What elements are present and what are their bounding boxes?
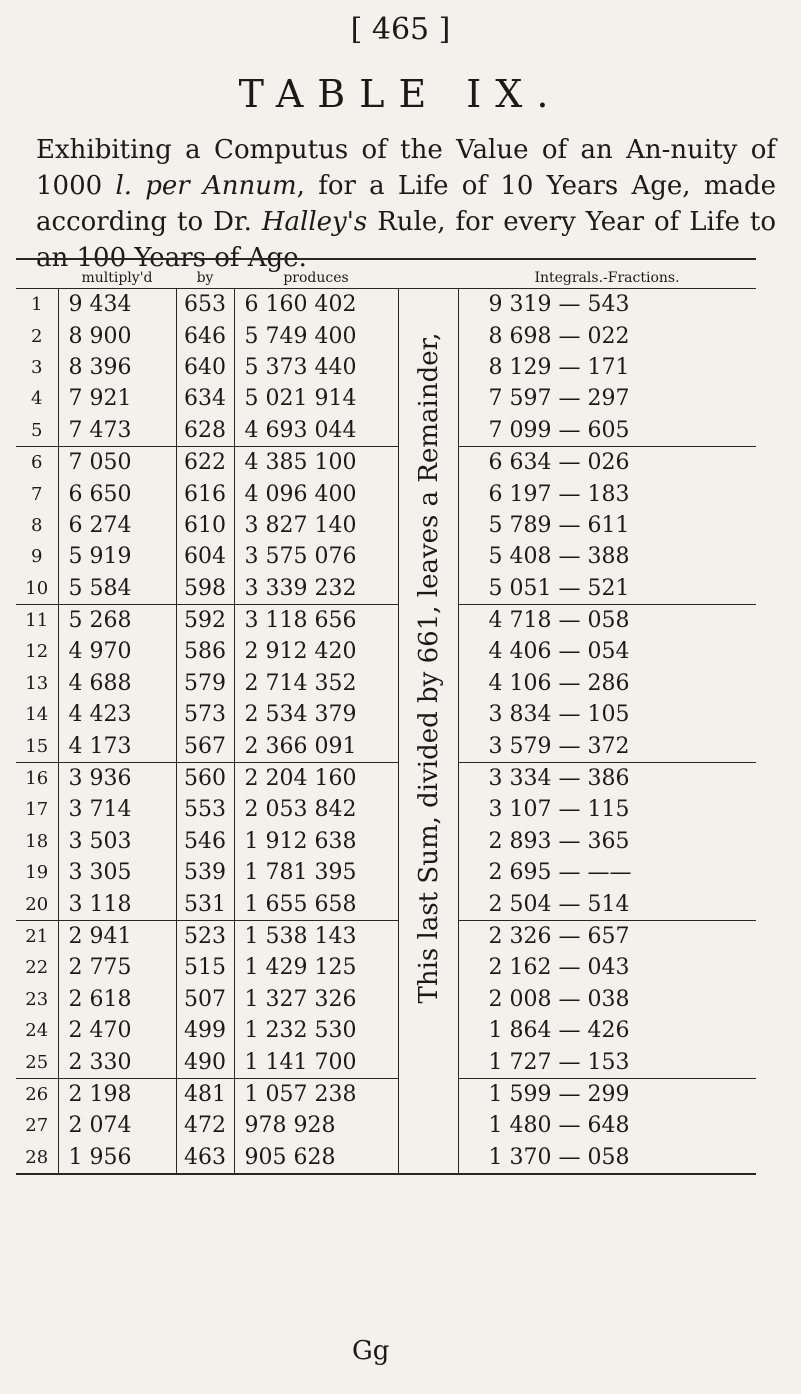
cell-result: 4 106 — 286 (488, 670, 630, 696)
cell-year: 25 (16, 1046, 58, 1078)
table-row (16, 446, 756, 478)
cell-year: 18 (16, 826, 58, 857)
cell-produces: 5 021 914 (234, 383, 398, 414)
cell-produces: 4 385 100 (234, 446, 398, 478)
cell-result: 7 597 — 297 (488, 386, 630, 412)
cell-year: 23 (16, 984, 58, 1015)
annuity-table (16, 258, 756, 1175)
intro-paragraph (36, 132, 776, 276)
cell-by: 539 (176, 857, 234, 888)
table-title: TABLE IX. (238, 72, 563, 116)
cell-year: 3 (16, 352, 58, 383)
cell-by: 579 (176, 668, 234, 699)
cell-result: 2 326 — 657 (488, 924, 630, 949)
cell-produces: 2 204 160 (234, 762, 398, 794)
table-row (16, 636, 756, 667)
cell-multiplied: 2 330 (58, 1046, 176, 1078)
cell-multiplied: 3 503 (58, 826, 176, 857)
cell-produces: 1 912 638 (234, 826, 398, 857)
cell-result: 1 727 — 153 (458, 1046, 756, 1078)
table-row (16, 857, 756, 888)
cell-result: 3 834 — 105 (488, 702, 630, 728)
table-row (16, 888, 756, 920)
cell-by: 523 (176, 920, 234, 952)
cell-multiplied: 4 173 (58, 730, 176, 762)
cell-produces: 2 053 842 (234, 794, 398, 825)
intro-part-1: Exhibiting a Computus of the Value of an An-nuity of 1000 (36, 135, 776, 201)
cell-multiplied: 5 919 (58, 541, 176, 572)
cell-produces: 1 655 658 (234, 888, 398, 920)
remainder-note: This last Sum, divided by 661, leaves a Remainder, (413, 332, 444, 1004)
table-row (16, 699, 756, 730)
cell-year: 16 (16, 762, 58, 794)
cell-year: 15 (16, 730, 58, 762)
cell-multiplied: 6 650 (58, 478, 176, 509)
cell-year: 24 (16, 1015, 58, 1046)
cell-multiplied: 1 956 (58, 1142, 176, 1174)
cell-produces: 1 057 238 (234, 1078, 398, 1110)
table-row (16, 920, 756, 952)
table-row (16, 984, 756, 1015)
cell-year: 26 (16, 1078, 58, 1110)
cell-result: 2 162 — 043 (488, 955, 630, 981)
header-remainder (398, 259, 458, 289)
cell-multiplied: 4 423 (58, 699, 176, 730)
cell-result: 6 197 — 183 (488, 481, 630, 507)
table-row (16, 352, 756, 383)
cell-produces: 4 096 400 (234, 478, 398, 509)
cell-by: 573 (176, 699, 234, 730)
cell-produces: 1 141 700 (234, 1046, 398, 1078)
cell-year: 21 (16, 920, 58, 952)
header-year (16, 259, 58, 289)
table-row (16, 510, 756, 541)
cell-produces: 2 714 352 (234, 668, 398, 699)
cell-multiplied: 4 688 (58, 668, 176, 699)
table-row (16, 730, 756, 762)
cell-multiplied: 5 268 (58, 604, 176, 636)
table-row (16, 320, 756, 351)
table-row (16, 1015, 756, 1046)
cell-multiplied: 3 714 (58, 794, 176, 825)
cell-year: 20 (16, 888, 58, 920)
cell-by: 653 (176, 289, 234, 321)
cell-multiplied: 6 274 (58, 510, 176, 541)
cell-year: 10 (16, 573, 58, 605)
cell-multiplied: 2 941 (58, 920, 176, 952)
cell-year: 4 (16, 383, 58, 414)
cell-by: 646 (176, 320, 234, 351)
cell-multiplied: 5 584 (58, 573, 176, 605)
cell-remainder-blank (398, 1046, 458, 1078)
page-number: [ 465 ] (350, 12, 451, 47)
cell-produces: 3 575 076 (234, 541, 398, 572)
table-body (16, 289, 756, 1174)
cell-multiplied: 7 921 (58, 383, 176, 414)
table-row (16, 826, 756, 857)
cell-by: 481 (176, 1078, 234, 1110)
cell-by: 553 (176, 794, 234, 825)
cell-result: 5 408 — 388 (488, 544, 630, 570)
cell-year: 11 (16, 604, 58, 636)
cell-year: 5 (16, 415, 58, 447)
cell-by: 622 (176, 446, 234, 478)
cell-by: 531 (176, 888, 234, 920)
cell-result: 7 099 — 605 (458, 415, 756, 447)
cell-result: 4 718 — 058 (488, 608, 630, 634)
cell-year: 7 (16, 478, 58, 509)
table-row (16, 1142, 756, 1174)
cell-by: 610 (176, 510, 234, 541)
cell-result: 5 789 — 611 (488, 512, 630, 538)
cell-produces: 2 912 420 (234, 636, 398, 667)
intro-part-2: l. per Annum (115, 171, 297, 201)
cell-produces: 1 232 530 (234, 1015, 398, 1046)
header-multiplied: multiply'd (58, 259, 176, 289)
table-row (16, 478, 756, 509)
cell-produces: 4 693 044 (234, 415, 398, 447)
cell-by: 560 (176, 762, 234, 794)
header-produces: produces (234, 259, 398, 289)
cell-year: 28 (16, 1142, 58, 1174)
cell-year: 6 (16, 446, 58, 478)
table-row (16, 1110, 756, 1141)
cell-year: 27 (16, 1110, 58, 1141)
cell-by: 586 (176, 636, 234, 667)
cell-multiplied: 7 473 (58, 415, 176, 447)
cell-year: 9 (16, 541, 58, 572)
cell-result: 2 504 — 514 (458, 888, 756, 920)
cell-multiplied: 7 050 (58, 446, 176, 478)
cell-year: 13 (16, 668, 58, 699)
cell-multiplied: 2 198 (58, 1078, 176, 1110)
cell-produces: 2 366 091 (234, 730, 398, 762)
cell-by: 463 (176, 1142, 234, 1174)
cell-remainder-blank (398, 1078, 458, 1110)
cell-result: 2 893 — 365 (488, 828, 630, 854)
cell-result: 2 695 — —— (488, 860, 632, 886)
header-by: by (176, 259, 234, 289)
cell-result: 5 051 — 521 (458, 573, 756, 605)
cell-by: 616 (176, 478, 234, 509)
cell-multiplied: 9 434 (58, 289, 176, 321)
cell-result: 8 698 — 022 (488, 323, 630, 349)
cell-by: 490 (176, 1046, 234, 1078)
cell-year: 14 (16, 699, 58, 730)
cell-result: 4 406 — 054 (488, 639, 630, 665)
table-row (16, 415, 756, 447)
cell-by: 515 (176, 952, 234, 983)
cell-multiplied: 8 396 (58, 352, 176, 383)
cell-produces: 978 928 (234, 1110, 398, 1141)
signature-mark: Gg (352, 1336, 390, 1366)
cell-result: 8 129 — 171 (488, 354, 630, 380)
cell-multiplied: 2 074 (58, 1110, 176, 1141)
cell-by: 628 (176, 415, 234, 447)
cell-produces: 5 373 440 (234, 352, 398, 383)
cell-multiplied: 2 618 (58, 984, 176, 1015)
cell-year: 12 (16, 636, 58, 667)
cell-multiplied: 3 936 (58, 762, 176, 794)
cell-result: 3 334 — 386 (488, 766, 630, 792)
table-row (16, 541, 756, 572)
cell-year: 2 (16, 320, 58, 351)
cell-multiplied: 4 970 (58, 636, 176, 667)
cell-year: 17 (16, 794, 58, 825)
cell-by: 640 (176, 352, 234, 383)
cell-produces: 1 781 395 (234, 857, 398, 888)
table-row (16, 952, 756, 983)
cell-by: 592 (176, 604, 234, 636)
cell-result: 9 319 — 543 (488, 292, 630, 318)
cell-year: 8 (16, 510, 58, 541)
cell-result: 3 107 — 115 (488, 797, 630, 823)
cell-remainder-note (398, 289, 458, 1047)
cell-year: 1 (16, 289, 58, 321)
cell-by: 472 (176, 1110, 234, 1141)
cell-remainder-blank (398, 1142, 458, 1174)
table-row (16, 604, 756, 636)
cell-result: 6 634 — 026 (488, 450, 630, 476)
cell-multiplied: 3 118 (58, 888, 176, 920)
table-row (16, 794, 756, 825)
table-row (16, 668, 756, 699)
cell-result: 2 008 — 038 (488, 986, 630, 1012)
table-row (16, 383, 756, 414)
table-row (16, 573, 756, 605)
cell-remainder-blank (398, 1110, 458, 1141)
cell-year: 22 (16, 952, 58, 983)
intro-part-4: Halley's (261, 207, 368, 237)
header-result: Integrals.-Fractions. (458, 259, 756, 289)
cell-produces: 2 534 379 (234, 699, 398, 730)
cell-multiplied: 2 470 (58, 1015, 176, 1046)
cell-result: 1 480 — 648 (488, 1113, 630, 1139)
cell-by: 598 (176, 573, 234, 605)
cell-produces: 1 327 326 (234, 984, 398, 1015)
cell-year: 19 (16, 857, 58, 888)
cell-produces: 3 118 656 (234, 604, 398, 636)
intro-part-5: Rule, for every Year of Life to an 100 Years of Age. (36, 207, 776, 273)
cell-produces: 6 160 402 (234, 289, 398, 321)
cell-by: 604 (176, 541, 234, 572)
cell-by: 546 (176, 826, 234, 857)
cell-produces: 1 429 125 (234, 952, 398, 983)
cell-multiplied: 8 900 (58, 320, 176, 351)
cell-produces: 3 827 140 (234, 510, 398, 541)
cell-result: 1 599 — 299 (488, 1081, 630, 1107)
cell-produces: 3 339 232 (234, 573, 398, 605)
table-row (16, 762, 756, 794)
cell-multiplied: 3 305 (58, 857, 176, 888)
cell-produces: 5 749 400 (234, 320, 398, 351)
cell-produces: 905 628 (234, 1142, 398, 1174)
cell-result: 1 370 — 058 (458, 1142, 756, 1174)
table-row (16, 289, 756, 321)
cell-by: 567 (176, 730, 234, 762)
cell-by: 499 (176, 1015, 234, 1046)
cell-result: 1 864 — 426 (488, 1018, 630, 1044)
table-row (16, 1078, 756, 1110)
cell-produces: 1 538 143 (234, 920, 398, 952)
table-header-row (16, 259, 756, 289)
cell-result: 3 579 — 372 (458, 730, 756, 762)
cell-multiplied: 2 775 (58, 952, 176, 983)
cell-by: 634 (176, 383, 234, 414)
table-row (16, 1046, 756, 1078)
cell-by: 507 (176, 984, 234, 1015)
intro-part-3: , for a Life of 10 Years Age, made according to Dr. (36, 171, 777, 237)
